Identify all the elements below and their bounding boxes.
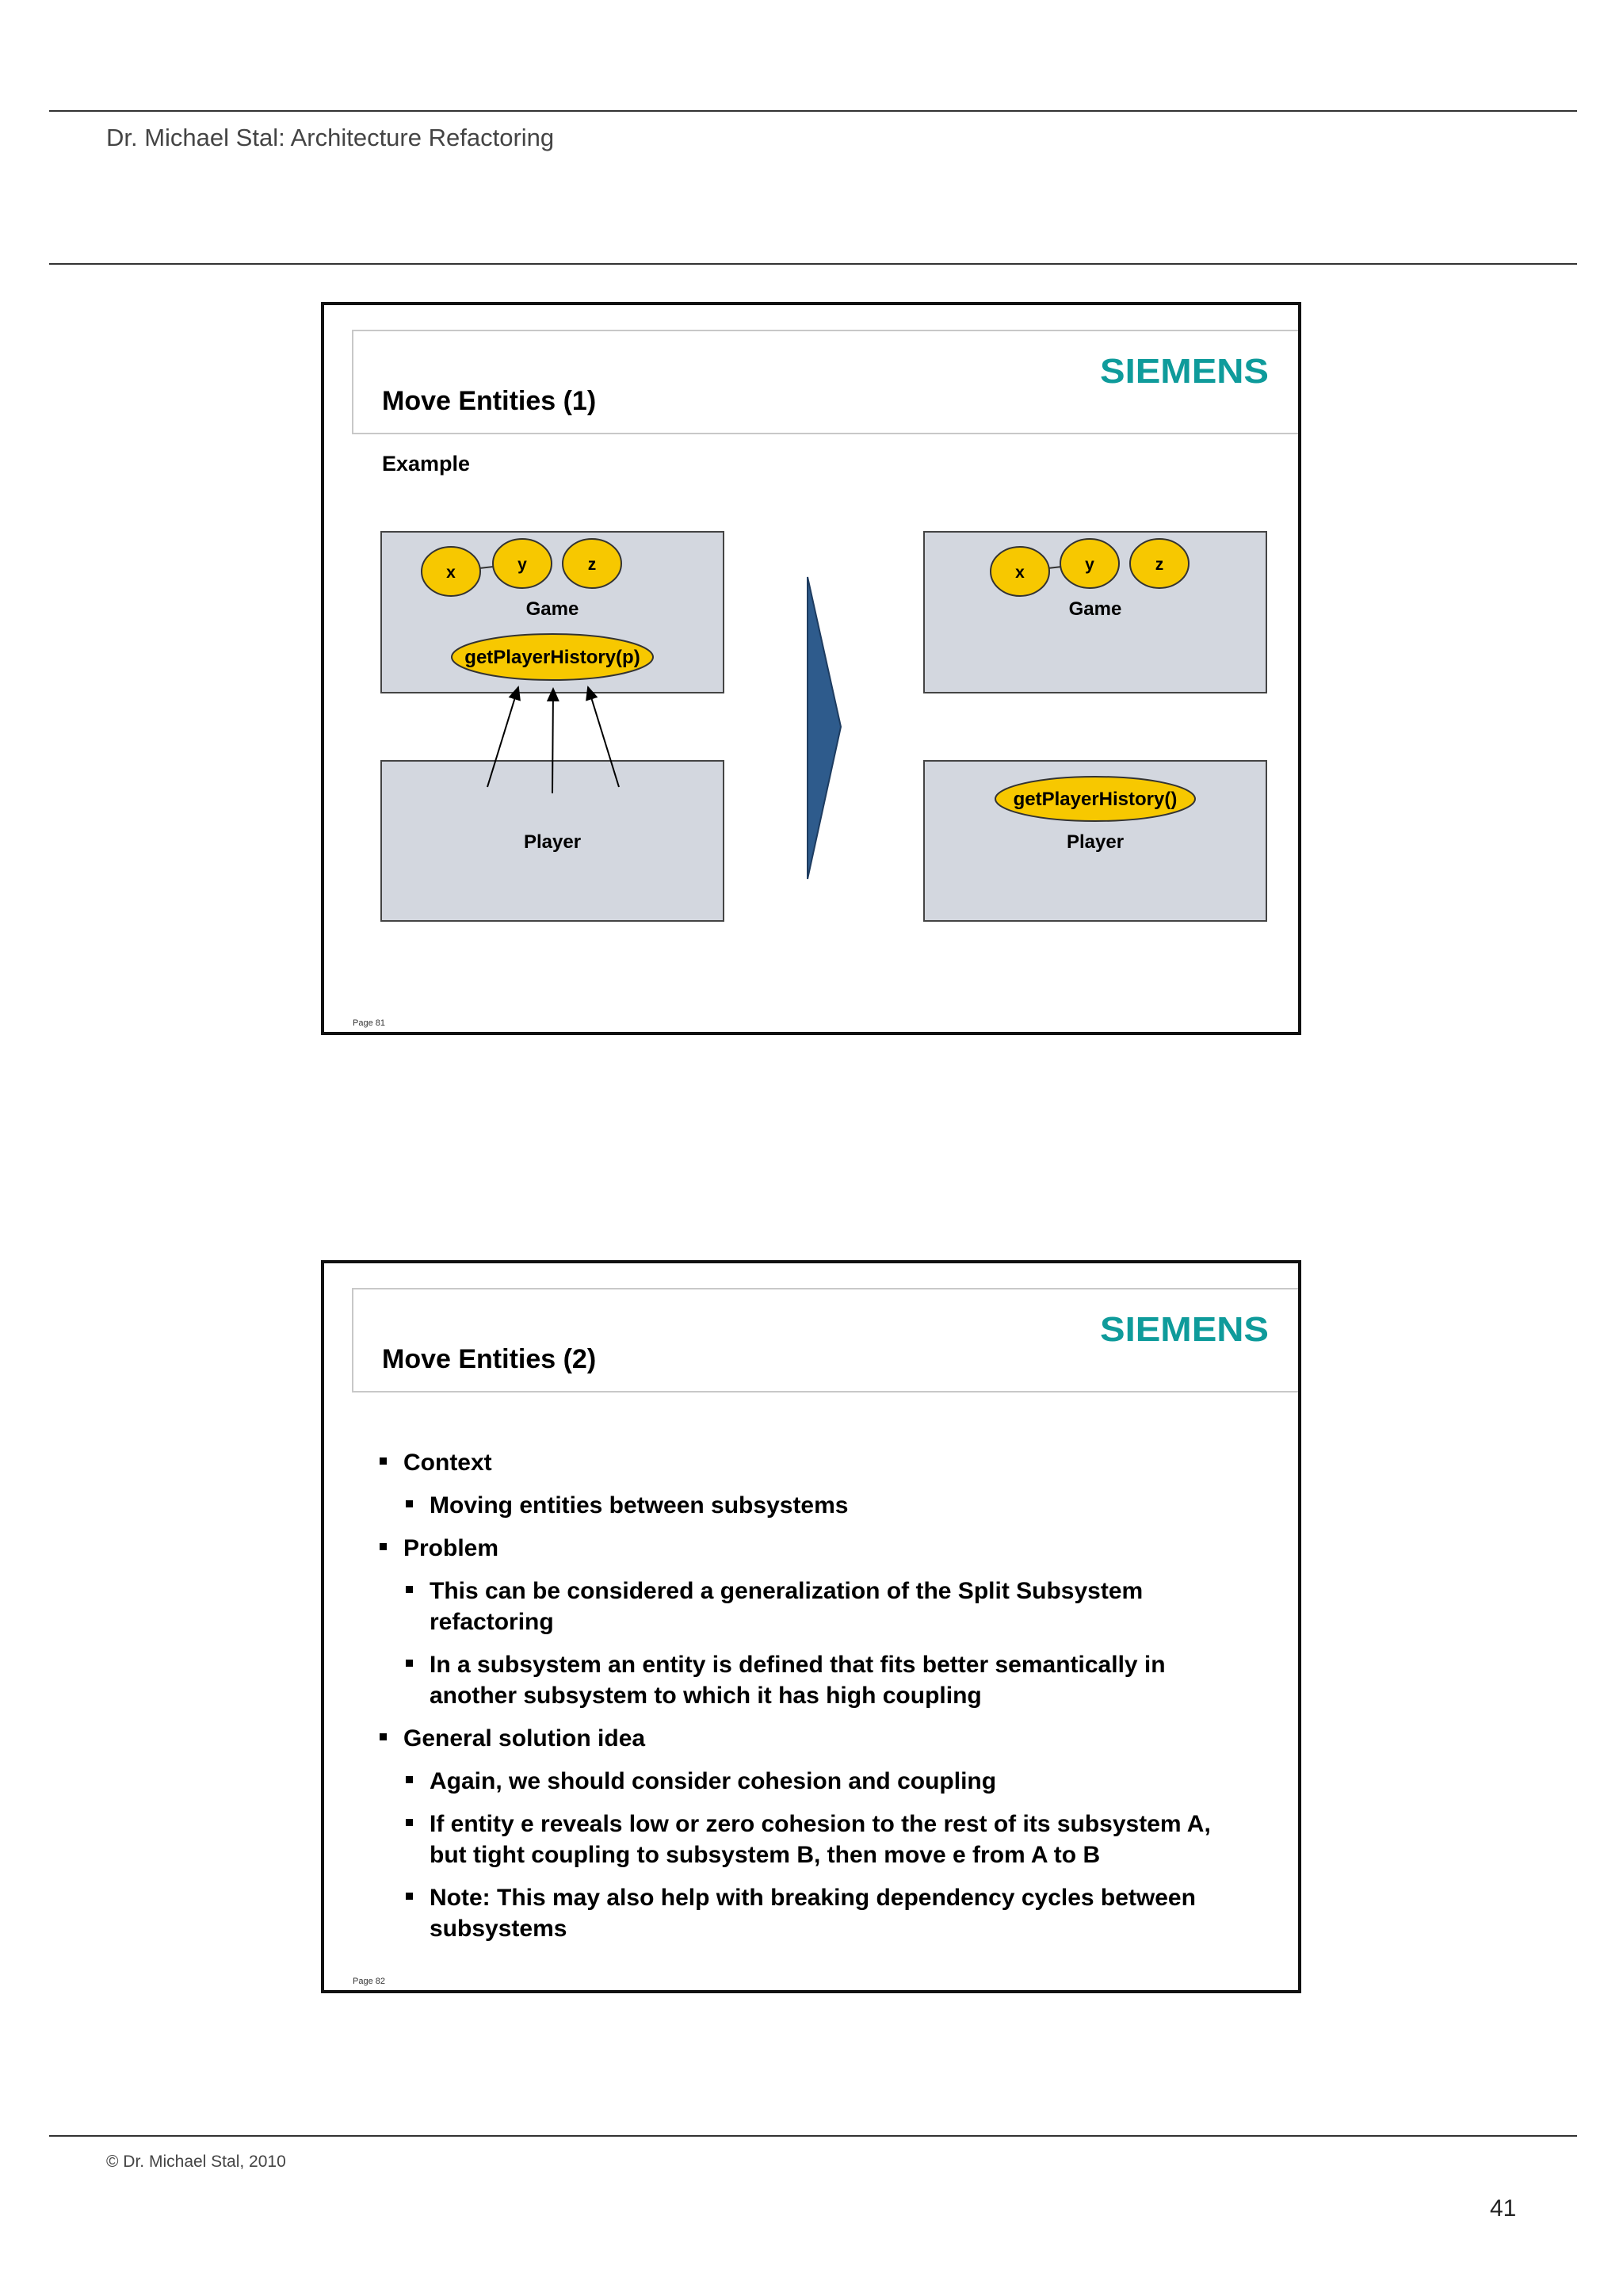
slide-page-number: Page 81: [353, 1018, 385, 1028]
player-label-after: Player: [1066, 831, 1125, 853]
slide-subtitle: Example: [382, 452, 471, 476]
sub-bullet: In a subsystem an entity is defined that fits better semantically in another subsystem to which it has high coupling: [380, 1649, 1251, 1711]
transformation-arrow: [808, 577, 841, 879]
slide-title: Move Entities (1): [382, 386, 597, 416]
attribute-y-label: y: [517, 556, 527, 574]
header-rule-bottom: [49, 263, 1577, 265]
attribute-z-label: z: [587, 556, 597, 574]
sub-bullet: If entity e reveals low or zero cohesion to the rest of its subsystem A, but tight coupling to subsystem B, then move e from A to B: [380, 1809, 1251, 1870]
bullet-problem: Problem: [380, 1533, 1251, 1564]
attribute-x-label: x: [446, 563, 456, 582]
header-rule-top: [49, 110, 1577, 112]
bullet-context: Context: [380, 1447, 1251, 1478]
attribute-x-label-after: x: [1015, 563, 1025, 582]
game-label-before: Game: [525, 598, 579, 620]
copyright: © Dr. Michael Stal, 2010: [106, 2153, 286, 2171]
svg-text:SIEMENS: SIEMENS: [1100, 1310, 1269, 1349]
bullet-list: [380, 1447, 1251, 1944]
bullet-general-solution-idea: General solution idea: [380, 1723, 1251, 1754]
siemens-logo: [1100, 1308, 1270, 1349]
slide-title: Move Entities (2): [382, 1344, 597, 1374]
player-label-before: Player: [523, 831, 582, 853]
slide-81: [321, 302, 1301, 1035]
page-number: 41: [1490, 2195, 1517, 2222]
attribute-y-label-after: y: [1085, 556, 1094, 574]
sub-bullet: Moving entities between subsystems: [380, 1490, 1251, 1521]
game-label-after: Game: [1068, 598, 1122, 620]
refactoring-diagram: [324, 305, 1298, 1032]
slide-82: [321, 1260, 1301, 1993]
dependency-arrow-middle: [552, 689, 553, 793]
method-label-after: getPlayerHistory(): [1013, 789, 1178, 810]
attribute-z-label-after: z: [1155, 556, 1164, 574]
svg-text:SIEMENS: SIEMENS: [1100, 352, 1269, 391]
footer-rule: [49, 2135, 1577, 2137]
sub-bullet: Again, we should consider cohesion and coupling: [380, 1766, 1251, 1797]
sub-bullet: Note: This may also help with breaking dependency cycles between subsystems: [380, 1882, 1251, 1944]
slide-page-number: Page 82: [353, 1977, 385, 1986]
method-label-before: getPlayerHistory(p): [464, 647, 640, 668]
sub-bullet: This can be considered a generalization of the Split Subsystem refactoring: [380, 1576, 1251, 1637]
document-header: Dr. Michael Stal: Architecture Refactoring: [106, 124, 555, 151]
